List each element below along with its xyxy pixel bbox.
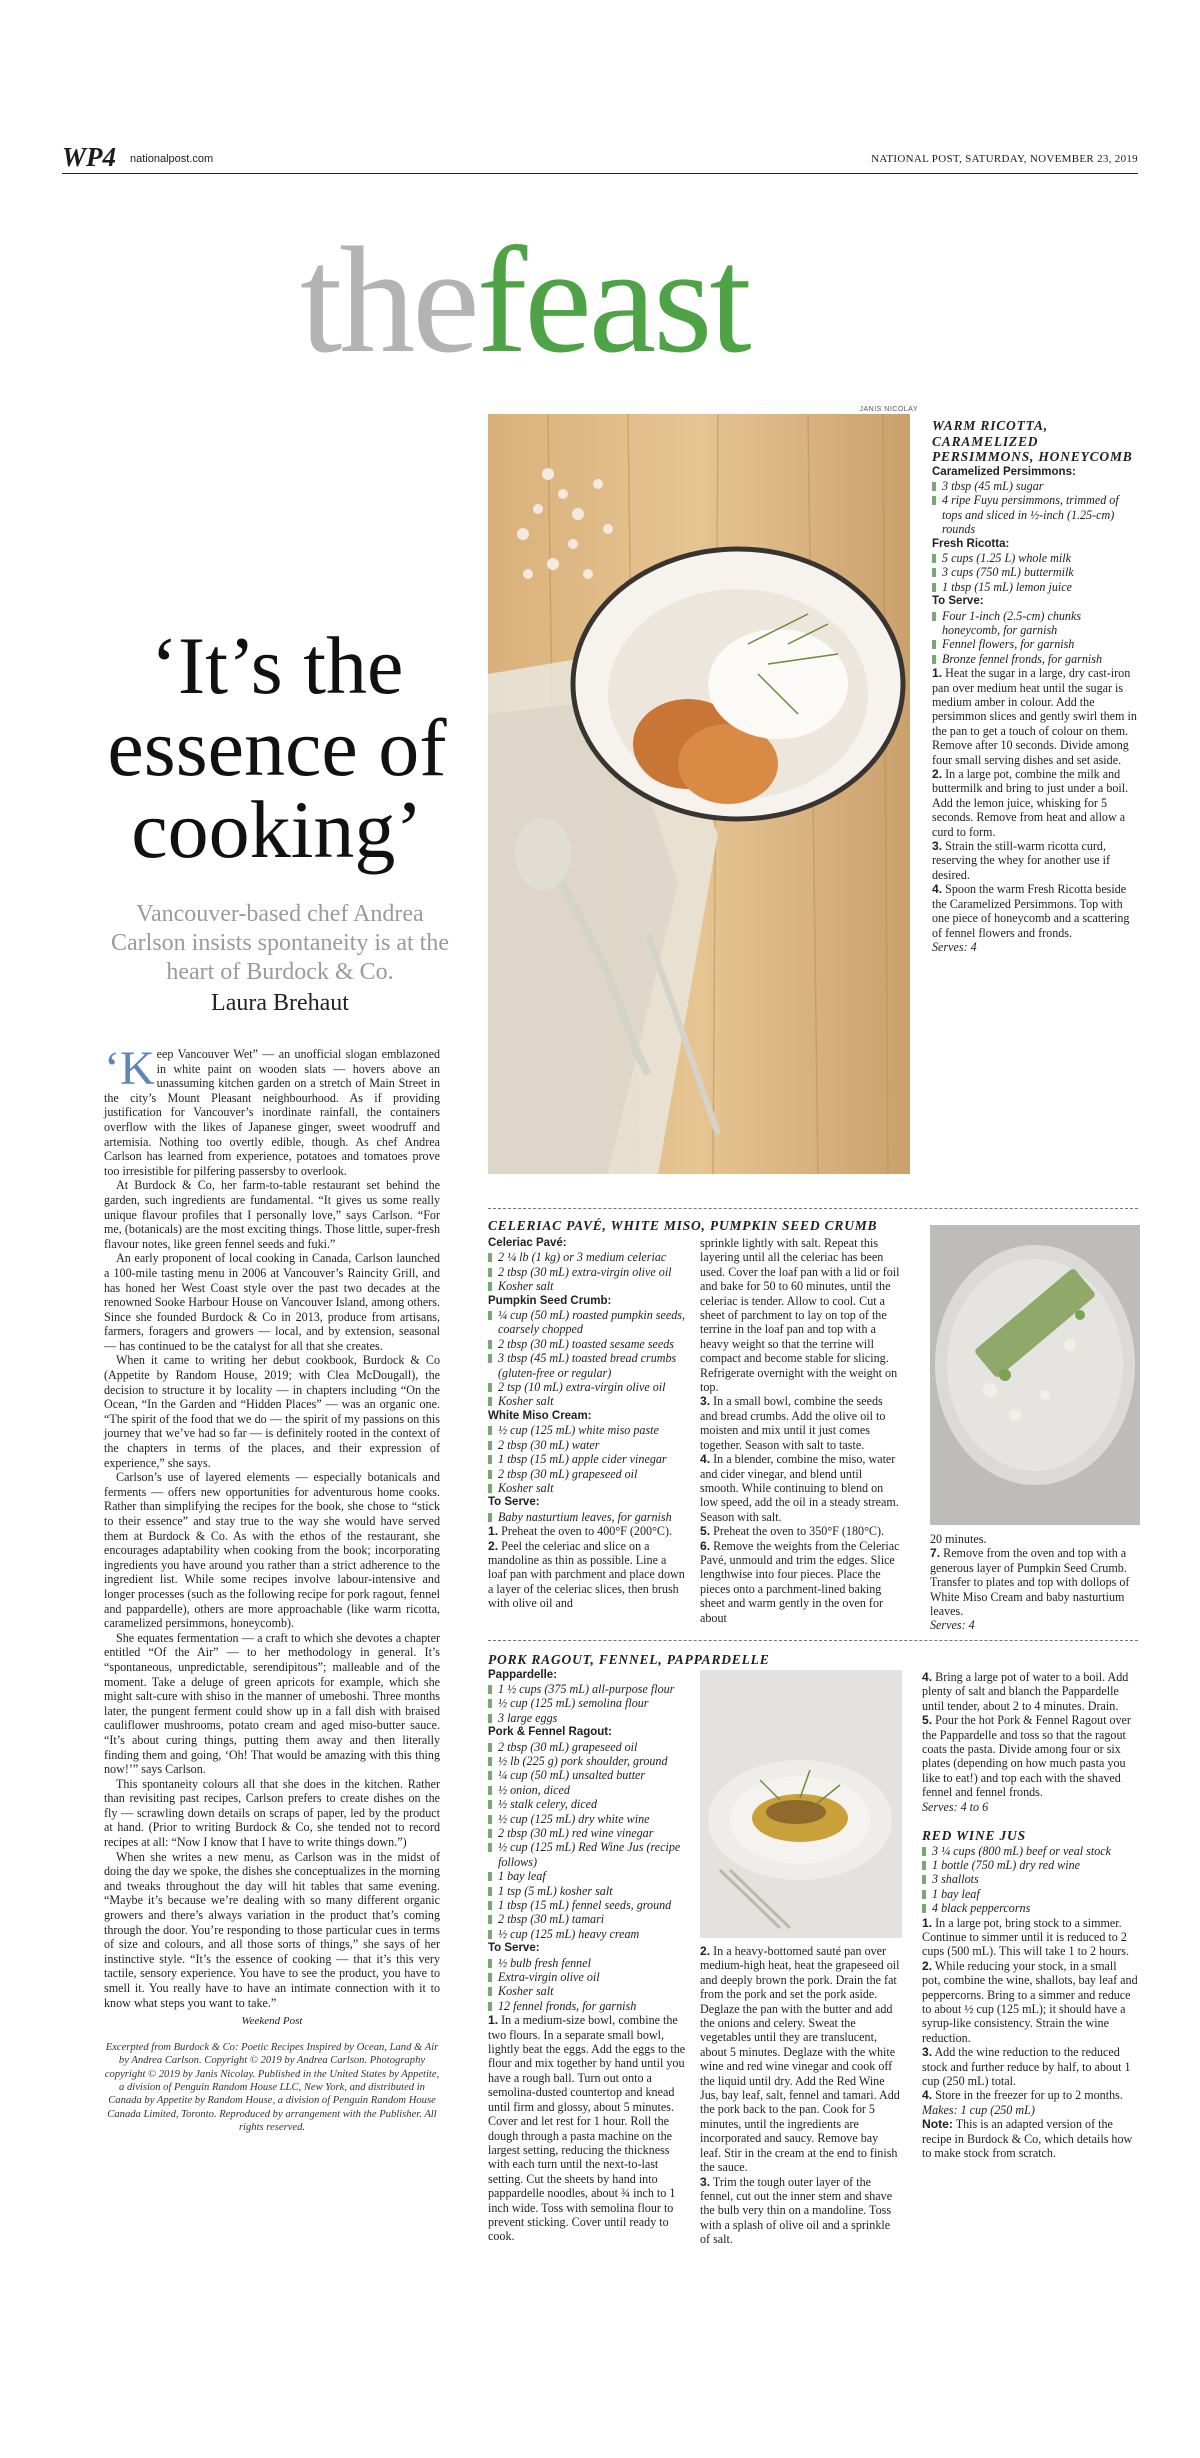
excerpt-note: Excerpted from Burdock & Co: Poetic Recipes Inspired by Ocean, Land & Air by Andrea Carlson. Copyright © 2019 by Andrea Carlson. Photography copyright © 2019 by Janis Nicolay. Published in the United States by Appetite, a division of Penguin Random House LLC, New York, and distributed in Canada by Appetite by Random House, a division of Penguin Random House Canada Limited, Toronto. Reproduced by arrangement with the Publisher. All rights reserved. xyxy=(104,2041,440,2134)
recipe-step: 3. Add the wine reduction to the reduced stock and further reduce by half, to about 1 cup (250 mL) total. xyxy=(922,2045,1131,2089)
recipe-step: 1. In a medium-size bowl, combine the two flours. In a separate small bowl, lightly beat the eggs. Add the eggs to the flour and mix together by hand until you have a rough ball. Turn out onto a semolina-dusted countertop and knead until firm and glossy, about 5 minutes. Cover and let rest for 1 hour. Roll the dough through a pasta machine on the largest setting, reducing the thickness with each turn until the next-to-last setting. Cut the sheets by hand into pappardelle noodles, about ¾ inch to 1 inch wide. Toss with semolina flour to prevent sticking. Cover until ready to cook. xyxy=(488,2013,686,2244)
ingredient: ½ cup (125 mL) dry white wine xyxy=(488,1812,686,1826)
ingredient-group-label: White Miso Cream: xyxy=(488,1409,592,1422)
ingredient: 2 tbsp (30 mL) tamari xyxy=(488,1912,686,1926)
ingredient: Kosher salt xyxy=(488,1481,686,1495)
ingredient: 2 tbsp (30 mL) grapeseed oil xyxy=(488,1467,686,1481)
pasta-photo xyxy=(700,1670,902,1938)
recipe-step: 4. Spoon the warm Fresh Ricotta beside the Caramelized Persimmons. Top with one piece of honeycomb and a scattering of fennel flowers and fronds. xyxy=(932,882,1130,940)
signoff: Weekend Post xyxy=(241,2015,303,2028)
ingredient: 5 cups (1.25 L) whole milk xyxy=(932,551,1140,565)
recipe-note: Note: This is an adapted version of the recipe in Burdock & Co, which details how to make stock from scratch. xyxy=(922,2117,1133,2161)
photo-credit: JANIS NICOLAY xyxy=(859,406,918,413)
recipe-title: RED WINE JUS xyxy=(922,1828,1026,1844)
ingredient: ½ lb (225 g) pork shoulder, ground xyxy=(488,1754,686,1768)
byline: Laura Brehaut xyxy=(211,990,349,1016)
ingredient: 3 ¼ cups (800 mL) beef or veal stock xyxy=(922,1844,1138,1858)
ingredient: ½ stalk celery, diced xyxy=(488,1797,686,1811)
section-divider xyxy=(488,1640,1138,1641)
ingredient: ¼ cup (50 mL) roasted pumpkin seeds, coarsely chopped xyxy=(488,1308,686,1337)
ingredient: 2 tbsp (30 mL) grapeseed oil xyxy=(488,1740,686,1754)
recipe-step: 2. Peel the celeriac and slice on a mandoline as thin as possible. Line a loaf pan with parchment and place down a layer of the celeriac slices, then brush with olive oil and xyxy=(488,1538,685,1611)
ingredient: Kosher salt xyxy=(488,1394,686,1408)
ingredient-group-label: To Serve: xyxy=(932,595,984,608)
ingredient: 2 tbsp (30 mL) red wine vinegar xyxy=(488,1826,686,1840)
recipe-celeriac-col2 xyxy=(700,1236,902,1625)
page-number: WP4 xyxy=(62,142,116,172)
recipe-makes: Makes: 1 cup (250 mL) xyxy=(922,2102,1035,2117)
ingredient-group-label: To Serve: xyxy=(488,1942,540,1955)
ingredient: Fennel flowers, for garnish xyxy=(932,637,1140,651)
ingredient: 2 tsp (10 mL) extra-virgin olive oil xyxy=(488,1380,686,1394)
ingredient: ½ cup (125 mL) Red Wine Jus (recipe follows) xyxy=(488,1840,686,1869)
ingredient: 3 tbsp (45 mL) sugar xyxy=(932,479,1140,493)
ingredient: 2 tbsp (30 mL) water xyxy=(488,1438,686,1452)
article-paragraph: At Burdock & Co, her farm-to-table restaurant set behind the garden, such ingredients are fundamental. “It gives us some really unique flavour profiles that I personally love,” says Carlson. “For me, (botanicals) are the most exciting things. Those little, super-fresh flavour notes, like green fennel seeds and fuki.” xyxy=(104,1178,440,1251)
recipe-step: 4. Bring a large pot of water to a boil. Add plenty of salt and blanch the Pappardelle until tender, about 2 to 4 minutes. Drain. xyxy=(922,1670,1129,1713)
page-header xyxy=(62,140,1138,174)
ingredient: 1 tbsp (15 mL) apple cider vinegar xyxy=(488,1452,686,1466)
recipe-pork-col1 xyxy=(488,1652,770,2244)
ingredient: ½ bulb fresh fennel xyxy=(488,1956,686,1970)
headline-line: cooking’ xyxy=(131,784,423,875)
article-paragraph: Carlson’s use of layered elements — especially botanicals and ferments — offers new opportunities for adventurous home cooks. Rather than simplifying the recipes for the book, she chose to “stick to their essence” and stay true to the way she would have served them at Burdock & Co. As with the ethos of the restaurant, she encourages adaptability when cooking from the book; incorporating ingredients you have around you rather than a strict adherence to the ingredient list. While some recipes involve labour-intensive and longer processes (such as the following recipe for pork ragout, fennel and pappardelle), others are more approachable (like warm ricotta, caramelized persimmons, honeycomb). xyxy=(104,1470,440,1631)
article-paragraph: When she writes a new menu, as Carlson was in the midst of doing the day we spoke, the dishes she conceptualizes in the morning and tweaks throughout the day will hit tables that same evening. “Maybe it’s because we’re dealing with so many different organic growers and there’s always variation in the product that’s coming through the door. You’re responding to those particular cues in terms of size and colours, and all those sorts of things,” she says of her instinctive style. “It’s the essence of cooking — that it’s this very tactile, sensory experience. You have to see the product, you have to smell it. You really have to have an intimate connection with it to know what steps you want to take.” xyxy=(104,1849,440,2010)
ingredient: 3 tbsp (45 mL) toasted bread crumbs (gluten-free or regular) xyxy=(488,1351,686,1380)
ingredient: Extra-virgin olive oil xyxy=(488,1970,686,1984)
article-paragraph: She equates fermentation — a craft to which she devotes a chapter entitled “Of the Air” — to her methodology in general. It’s “spontaneous, unpredictable, serendipitous”; malleable and of the moment. Take a deluge of green apricots for example, which she might salt-cure with shiso in the manner of umeboshi. Three months later, the pungent ferment could show up in a fall dish with braised cauliflower mushrooms, potato cream and aged miso-butter sauce. “It’s about curing things, putting them away and then literally finding them and going, ‘Oh! That would be amazing with this thing now!’” says Carlson. xyxy=(104,1630,440,1777)
recipe-step: 5. Preheat the oven to 350°F (180°C). xyxy=(700,1524,885,1539)
recipe-celeriac-col3 xyxy=(930,1532,1138,1633)
ricotta-photo xyxy=(488,414,910,1174)
recipe-step: 2. While reducing your stock, in a small pot, combine the wine, shallots, bay leaf and peppercorns. Bring to a simmer and reduce to about ½ cup (125 mL); it should have a syrup-like consistency. Strain the wine reduction. xyxy=(922,1958,1138,2045)
ingredient-group-label: Pork & Fennel Ragout: xyxy=(488,1726,612,1739)
recipe-step: 2. In a heavy-bottomed sauté pan over medium-high heat, heat the grapeseed oil and deeply brown the pork. Drain the fat from the pork and set the pork aside. Deglaze the pan with the butter and add the onions and celery. Sweat the vegetables until they are translucent, about 5 minutes. Deglaze with the white wine and red wine vinegar and cook off the liquid until dry. Add the Red Wine Jus, bay leaf, salt, fennel and tamari. Add the pork back to the pan. Cook for 5 minutes, until the ingredients are incorporated and saucy. Remove bay leaf. Stir in the cream at the end to finish the sauce. xyxy=(700,1944,900,2175)
recipe-step-continued: 20 minutes. xyxy=(930,1532,987,1546)
recipe-title: PORK RAGOUT, FENNEL, PAPPARDELLE xyxy=(488,1652,770,1667)
ingredient: ½ cup (125 mL) heavy cream xyxy=(488,1927,686,1941)
issue-date: NATIONAL POST, SATURDAY, NOVEMBER 23, 2019 xyxy=(871,153,1138,165)
ingredient-group-label: Pumpkin Seed Crumb: xyxy=(488,1294,612,1307)
recipe-celeriac-col1 xyxy=(488,1236,686,1611)
deck: Vancouver-based chef Andrea Carlson insists spontaneity is at the heart of Burdock & Co. xyxy=(111,901,449,985)
recipe-step: 1. Preheat the oven to 400°F (200°C). xyxy=(488,1524,673,1539)
masthead-feast: feast xyxy=(476,216,749,384)
section-masthead xyxy=(300,215,749,385)
ingredient: 1 ½ cups (375 mL) all-purpose flour xyxy=(488,1682,686,1696)
ingredient-group-label: To Serve: xyxy=(488,1496,540,1509)
ingredient: Baby nasturtium leaves, for garnish xyxy=(488,1510,686,1524)
ingredient-group-label: Fresh Ricotta: xyxy=(932,537,1010,550)
recipe-serves: Serves: 4 xyxy=(932,939,977,954)
recipe-step: 4. In a blender, combine the miso, water and cider vinegar, and blend until smooth. While continuing to blend on low speed, add the oil in a steady stream. Season with salt. xyxy=(700,1452,899,1524)
ingredient: ½ cup (125 mL) semolina flour xyxy=(488,1696,686,1710)
recipe-pork-col3 xyxy=(922,1670,1138,2161)
recipe-serves: Serves: 4 to 6 xyxy=(922,1799,989,1814)
recipe-celeriac-title-wrap xyxy=(488,1218,908,1234)
recipe-step: 6. Remove the weights from the Celeriac Pavé, unmould and trim the edges. Slice lengthwise into four pieces. Place the pieces onto a parchment-lined baking sheet and warm gently in the oven for about xyxy=(700,1538,900,1625)
article-paragraph: This spontaneity colours all that she does in the kitchen. Rather than revisiting past recipes, Carlson prefers to create dishes on the fly — scrawling down details on scraps of paper, led by the product at hand. (Prior to writing Burdock & Co, she tended not to record recipes at all: “Now I know that I have to write things down.”) xyxy=(104,1776,440,1850)
ingredient: ½ onion, diced xyxy=(488,1783,686,1797)
recipe-serves: Serves: 4 xyxy=(930,1618,975,1633)
recipe-step: 7. Remove from the oven and top with a generous layer of Pumpkin Seed Crumb. Transfer to plates and top with dollops of White Miso Cream and baby nasturtium leaves. xyxy=(930,1546,1130,1619)
article-paragraph: ‘K eep Vancouver Wet” — an unofficial slogan emblazoned in white paint on wooden slats — hovers above an unassuming kitchen garden on a stretch of Main Street in the city’s Mount Pleasant neighbourhood. As if providing justification for Vancouver’s inordinate rainfall, the containers overflow with the likes of Japanese ginger, sweet woodruff and artemisia. Nothing too overtly edible, though. As chef Andrea Carlson has learned from experience, potatoes and tomatoes prove too irresistible for pilfering passersby to overlook. xyxy=(104,1042,440,1178)
article-body xyxy=(104,1042,440,2135)
recipe-step: 3. Strain the still-warm ricotta curd, reserving the whey for another use if desired. xyxy=(932,839,1110,882)
recipe-pork-col2 xyxy=(700,1944,902,2247)
ingredient: 1 tbsp (15 mL) lemon juice xyxy=(932,580,1140,594)
recipe-step: 1. In a large pot, bring stock to a simmer. Continue to simmer until it is reduced to 2 cups (500 mL). This will take 1 to 2 hours. xyxy=(922,1915,1130,1959)
ingredient: 3 large eggs xyxy=(488,1711,686,1725)
dropcap: ‘K xyxy=(104,1042,155,1095)
recipe-title: WARM RICOTTA, CARAMELIZED PERSIMMONS, HONEYCOMB xyxy=(932,418,1133,464)
recipe-title: CELERIAC PAVÉ, WHITE MISO, PUMPKIN SEED CRUMB xyxy=(488,1218,878,1233)
ingredient: 12 fennel fronds, for garnish xyxy=(488,1999,686,2013)
section-divider xyxy=(488,1208,1138,1209)
masthead-the: the xyxy=(300,216,477,384)
recipe-ricotta xyxy=(932,418,1140,954)
ingredient: Kosher salt xyxy=(488,1279,686,1293)
ingredient: 1 bottle (750 mL) dry red wine xyxy=(922,1858,1138,1872)
recipe-step: 5. Pour the hot Pork & Fennel Ragout over the Pappardelle and toss so that the ragout coats the pasta. Divide among four or six plates (depending on how much pasta you like to eat!) and top each with the shaved fennel and fennel fronds. xyxy=(922,1713,1131,1800)
ingredient: 4 ripe Fuyu persimmons, trimmed of tops and sliced in ½-inch (1.25-cm) rounds xyxy=(932,493,1140,536)
ingredient: ½ cup (125 mL) white miso paste xyxy=(488,1423,686,1437)
ingredient: 4 black peppercorns xyxy=(922,1901,1138,1915)
article-paragraph: An early proponent of local cooking in Canada, Carlson launched a 100-mile tasting menu in 2006 at Vancouver’s Raincity Grill, and has honed her West Coast style over the past two decades at the renowned Sooke Harbour House on Vancouver Island, among others. Since she founded Burdock & Co in 2013, produce from artisans, farmers, foragers and growers — local, and by extension, seasonal — has continued to be the catalyst for all that she creates. xyxy=(104,1251,440,1353)
headline-line: essence of xyxy=(107,702,447,793)
ingredient: 1 bay leaf xyxy=(488,1869,686,1883)
recipe-step: 2. In a large pot, combine the milk and buttermilk and bring to just under a boil. Add the lemon juice, whisking for 5 seconds. Remove from heat and allow a curd to form. xyxy=(932,767,1129,839)
recipe-step: 3. In a small bowl, combine the seeds and bread crumbs. Add the olive oil to moisten and mix until it just comes together. Season with salt to taste. xyxy=(700,1394,886,1452)
celeriac-photo xyxy=(930,1225,1140,1525)
ingredient: 2 tbsp (30 mL) extra-virgin olive oil xyxy=(488,1265,686,1279)
ingredient: Kosher salt xyxy=(488,1984,686,1998)
recipe-step: 4. Store in the freezer for up to 2 months. xyxy=(922,2088,1123,2103)
ingredient: 1 tbsp (15 mL) fennel seeds, ground xyxy=(488,1898,686,1912)
ingredient: ¼ cup (50 mL) unsalted butter xyxy=(488,1768,686,1782)
recipe-step: 3. Trim the tough outer layer of the fennel, cut out the inner stem and shave the bulb very thin on a mandoline. Toss with a splash of olive oil and a sprinkle of salt. xyxy=(700,2174,893,2247)
ingredient: 2 ¼ lb (1 kg) or 3 medium celeriac xyxy=(488,1250,686,1264)
ingredient: 1 bay leaf xyxy=(922,1887,1138,1901)
headline xyxy=(62,620,492,875)
headline-line: ‘It’s the xyxy=(150,620,404,711)
ingredient: 3 cups (750 mL) buttermilk xyxy=(932,565,1140,579)
recipe-step-continued: sprinkle lightly with salt. Repeat this layering until all the celeriac has been used. Cover the loaf pan with a lid or foil and bake for 50 to 60 minutes, until the celeriac is tender. Allow to cool. Cut a sheet of parchment to lay on top of the terrine in the loaf pan and top with a heavy weight so that the terrine will compact and become stable for slicing. Refrigerate overnight with the weight on top. xyxy=(700,1236,900,1395)
ingredient: 1 tsp (5 mL) kosher salt xyxy=(488,1884,686,1898)
ingredient: Bronze fennel fronds, for garnish xyxy=(932,652,1140,666)
article-paragraph: When it came to writing her debut cookbook, Burdock & Co (Appetite by Random House, 2019; with Clea McDougall), the decision to structure it by locality — in chapters including “On the Ocean, “In the Garden and “Hidden Places” — was an organic one. “The spirit of the food that we do — the spirit of my passions on this journey that we’ve had so far — is definitely rooted in the context of the chapters in terms of the places, and their expression of experience,” she says. xyxy=(104,1353,440,1470)
ingredient: 3 shallots xyxy=(922,1872,1138,1886)
ingredient-group-label: Caramelized Persimmons: xyxy=(932,465,1076,478)
site-url: nationalpost.com xyxy=(130,153,214,165)
ingredient-group-label: Celeriac Pavé: xyxy=(488,1237,567,1249)
ingredient: Four 1-inch (2.5-cm) chunks honeycomb, for garnish xyxy=(932,609,1140,638)
ingredient-group-label: Pappardelle: xyxy=(488,1668,558,1681)
ingredient: 2 tbsp (30 mL) toasted sesame seeds xyxy=(488,1337,686,1351)
recipe-step: 1. Heat the sugar in a large, dry cast-iron pan over medium heat until the sugar is medium amber in colour. Add the persimmon slices and gently swirl them in the pan to get a touch of colour on them. Remove after 10 seconds. Divide among four small serving dishes and set aside. xyxy=(932,666,1137,767)
